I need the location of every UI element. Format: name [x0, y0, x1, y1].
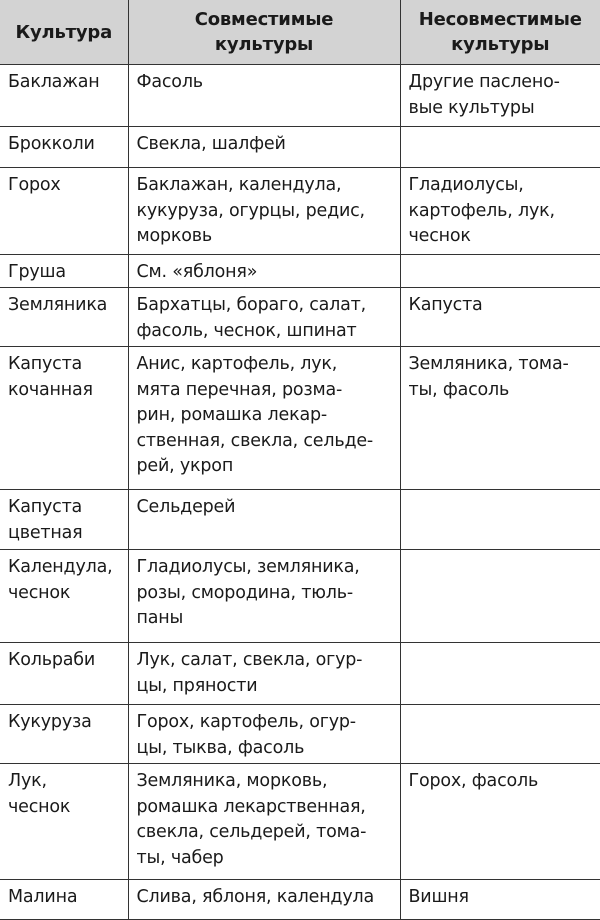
header-text: культуры	[214, 34, 314, 55]
incompatible-cell	[400, 168, 600, 255]
table-row	[0, 764, 600, 880]
crop-cell	[0, 127, 128, 168]
crop-text: Малина	[8, 887, 78, 907]
compatible-text: ты, чабер	[136, 847, 224, 868]
table-row	[0, 490, 600, 550]
incompatible-cell	[400, 347, 600, 490]
incompatible-text: ты, фасоль	[408, 379, 510, 400]
compatible-text: морковь	[136, 226, 213, 246]
table-row	[0, 168, 600, 255]
table-row	[0, 288, 600, 347]
incompatible-text: Гладиолусы,	[408, 175, 524, 195]
crop-text: Кукуруза	[8, 712, 92, 732]
incompatible-cell	[400, 550, 600, 643]
compatible-text: мята перечная, розма-	[136, 379, 343, 400]
compatible-text: Сельдерей	[136, 497, 236, 517]
incompatible-text: Земляника, тома-	[408, 354, 569, 374]
crop-text: Горох	[8, 175, 61, 195]
compatible-cell	[128, 764, 400, 880]
compatible-text: рей, укроп	[136, 456, 234, 476]
crop-text: Лук,	[8, 771, 47, 791]
header-text: Несовместимые	[418, 9, 582, 30]
incompatible-text: Вишня	[408, 887, 469, 907]
incompatible-text: Горох, фасоль	[408, 771, 539, 791]
compatible-text: кукуруза, огурцы, редис,	[136, 200, 365, 221]
compatible-text: розы, смородина, тюль-	[136, 582, 354, 603]
incompatible-cell	[400, 705, 600, 764]
incompatible-cell	[400, 288, 600, 347]
compatible-text: ственная, свекла, сельде-	[136, 430, 374, 451]
incompatible-text: картофель, лук,	[408, 200, 555, 221]
header-text: Культура	[15, 21, 113, 43]
compatible-cell	[128, 880, 400, 920]
header-text: культуры	[451, 34, 550, 55]
table-row	[0, 127, 600, 168]
crop-text: Капуста	[8, 354, 83, 374]
crop-text: Брокколи	[8, 134, 95, 154]
crop-text: чеснок	[8, 796, 71, 817]
crop-cell	[0, 764, 128, 880]
compatible-text: Свекла, шалфей	[136, 134, 286, 154]
incompatible-text: Другие паслено-	[408, 72, 560, 92]
crop-text: Земляника	[8, 295, 108, 315]
compatible-text: Горох, картофель, огур-	[136, 712, 356, 732]
compatible-text: рин, ромашка лекар-	[136, 405, 328, 425]
compatible-cell	[128, 127, 400, 168]
incompatible-cell	[400, 643, 600, 705]
compatible-cell	[128, 255, 400, 288]
header-text: Совместимые	[194, 9, 334, 30]
crop-text: Баклажан	[8, 72, 100, 92]
compatible-text: Гладиолусы, земляника,	[136, 557, 360, 577]
compatible-cell	[128, 705, 400, 764]
table-row	[0, 643, 600, 705]
compatible-text: свекла, сельдерей, тома-	[136, 822, 367, 842]
crop-cell	[0, 255, 128, 288]
crop-cell	[0, 288, 128, 347]
incompatible-cell	[400, 65, 600, 127]
compatible-cell	[128, 65, 400, 127]
compatible-text: Слива, яблоня, календула	[136, 887, 374, 907]
table-header-row	[0, 0, 600, 65]
compatible-text: фасоль, чеснок, шпинат	[136, 320, 357, 341]
compatible-text: Бархатцы, бораго, салат,	[136, 295, 367, 315]
crop-text: Календула,	[8, 557, 113, 577]
incompatible-text: чеснок	[408, 226, 471, 246]
table-row	[0, 347, 600, 490]
crop-text: кочанная	[8, 379, 93, 400]
table-row	[0, 550, 600, 643]
crop-cell	[0, 347, 128, 490]
compatible-cell	[128, 168, 400, 255]
compatible-text: Фасоль	[136, 72, 203, 92]
compatible-cell	[128, 288, 400, 347]
header-compatible	[128, 0, 400, 65]
crop-text: чеснок	[8, 582, 71, 603]
compatible-text: паны	[136, 608, 184, 628]
crop-cell	[0, 490, 128, 550]
incompatible-cell	[400, 490, 600, 550]
crop-cell	[0, 168, 128, 255]
compatible-cell	[128, 550, 400, 643]
crop-text: Кольраби	[8, 650, 96, 670]
compatible-text: ромашка лекарственная,	[136, 796, 366, 817]
compatible-cell	[128, 347, 400, 490]
compatible-cell	[128, 490, 400, 550]
incompatible-cell	[400, 880, 600, 920]
incompatible-cell	[400, 764, 600, 880]
crop-text: Капуста	[8, 497, 83, 517]
crop-cell	[0, 550, 128, 643]
table-row	[0, 65, 600, 127]
table-row	[0, 705, 600, 764]
compatible-cell	[128, 643, 400, 705]
compatible-text: Баклажан, календула,	[136, 175, 342, 195]
crop-cell	[0, 65, 128, 127]
crop-cell	[0, 705, 128, 764]
compatible-text: Лук, салат, свекла, огур-	[136, 650, 363, 670]
crop-text: Груша	[8, 262, 66, 282]
incompatible-text: вые культуры	[408, 97, 535, 118]
compatible-text: Земляника, морковь,	[136, 771, 328, 791]
crop-text: цветная	[8, 522, 83, 543]
crop-cell	[0, 880, 128, 920]
table-row	[0, 255, 600, 288]
header-incompatible	[400, 0, 600, 65]
compatible-text: Анис, картофель, лук,	[136, 354, 338, 374]
compatible-text: цы, пряности	[136, 675, 258, 696]
compatible-text: См. «яблоня»	[136, 262, 258, 282]
crop-cell	[0, 643, 128, 705]
incompatible-cell	[400, 255, 600, 288]
table-row	[0, 880, 600, 920]
compatible-text: цы, тыква, фасоль	[136, 737, 305, 758]
header-crop	[0, 0, 128, 65]
incompatible-cell	[400, 127, 600, 168]
incompatible-text: Капуста	[408, 295, 483, 315]
